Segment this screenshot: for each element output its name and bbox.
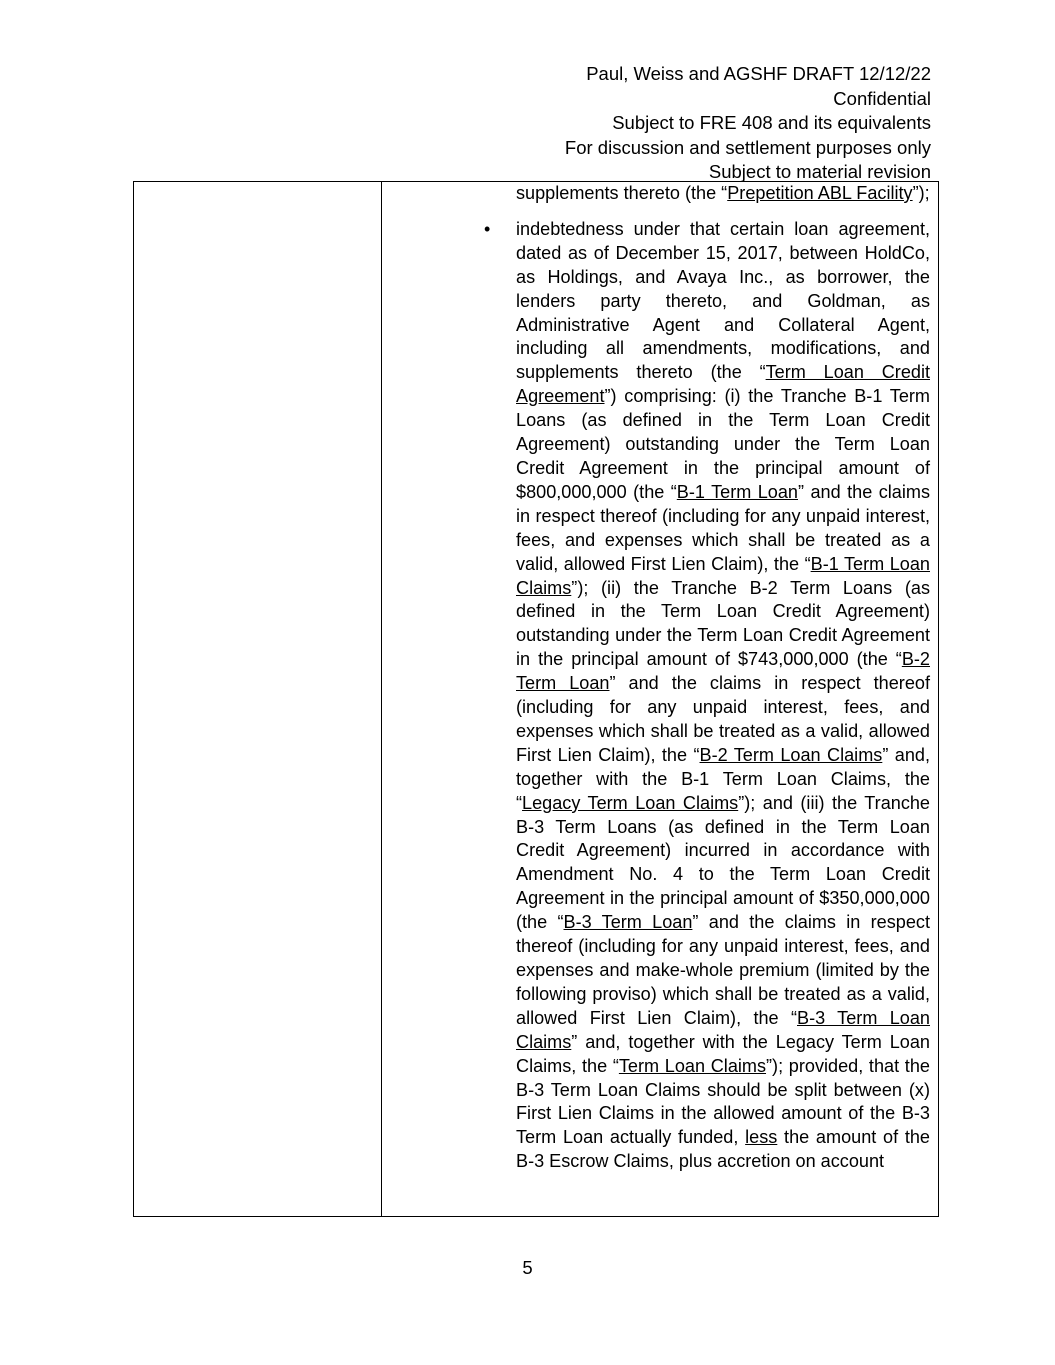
text-segment: indebtedness under that certain loan agreement, dated as of December 15, 2017, between HoldCo, as Holdings, and Avaya Inc., as borrower, the lenders party thereto, and Goldman, as Administrative Agent and Collateral Agent, including all amendments, modifications, and supplements thereto (the “	[516, 218, 930, 383]
text-segment: ” and the claims in respect thereof (including for any unpaid interest, fees, and expenses which shall be treated as a valid, allowed First Lien Claim), the “	[516, 481, 930, 574]
bullet-item	[484, 218, 930, 1174]
term-sheet-table	[133, 181, 939, 1217]
text-segment: ” and, together with the Legacy Term Loan Claims, the “	[516, 1031, 930, 1076]
defined-term: less	[745, 1127, 778, 1148]
header-line: Subject to material revision	[708, 161, 931, 183]
defined-term: Term Loan Claims	[618, 1055, 767, 1076]
defined-term: Prepetition ABL Facility	[727, 183, 913, 203]
header-line: Confidential	[833, 87, 931, 109]
header-line: Paul, Weiss and AGSHF DRAFT 12/12/22	[586, 63, 931, 84]
text-segment: ”); provided, that the B-3 Term Loan Claims should be split between (x) First Lien Claims in the allowed amount of the B-3 Term Loan actually funded,	[516, 1055, 930, 1148]
defined-term: B-2 Term Loan	[516, 649, 930, 694]
defined-term: B-1 Term Loan	[676, 481, 798, 502]
defined-term: B-1 Term Loan Claims	[516, 553, 930, 598]
defined-term: B-3 Term Loan	[563, 912, 693, 933]
defined-term: Legacy Term Loan Claims	[522, 792, 739, 813]
column-divider	[381, 182, 382, 1216]
header-line: For discussion and settlement purposes only	[564, 136, 931, 158]
text-segment: ”); (ii) the Tranche B-2 Term Loans (as defined in the Term Loan Credit Agreement) outstanding under the Term Loan Credit Agreement in the principal amount of $743,000,000 (the “	[516, 577, 930, 670]
header-line: Subject to FRE 408 and its equivalents	[612, 112, 931, 134]
bullet-icon: •	[484, 218, 491, 239]
text-segment: ”) comprising: (i) the Tranche B-1 Term Loans (as defined in the Term Loan Credit Agreement) outstanding under the Term Loan Credit Agreement in the principal amount of $800,000,000 (the “	[516, 386, 930, 502]
bullet-text	[516, 219, 930, 1171]
page-number: 5	[522, 1257, 533, 1278]
text-segment: the amount of the B-3 Escrow Claims, plus accretion on account	[516, 1127, 930, 1172]
continued-paragraph: supplements thereto (the “Prepetition ABL Facility”);	[516, 183, 930, 203]
defined-term: B-2 Term Loan Claims	[699, 744, 883, 765]
text-segment: ” and the claims in respect thereof (including for any unpaid interest, fees, and expenses and make-whole premium (limited by the following proviso) which shall be treated as a valid, allowed First Lien Claim), the “	[516, 912, 930, 1028]
table-content-cell	[484, 182, 930, 1174]
defined-term: B-3 Term Loan Claims	[516, 1007, 930, 1052]
defined-term: Term Loan Credit Agreement	[516, 362, 930, 407]
draft-header	[565, 62, 931, 185]
text-segment: ” and the claims in respect thereof (including for any unpaid interest, fees, and expenses which shall be treated as a valid, allowed First Lien Claim), the “	[516, 673, 930, 765]
text-segment: ” and, together with the B-1 Term Loan Claims, the “	[516, 744, 930, 813]
text-segment: ”); and (iii) the Tranche B-3 Term Loans (as defined in the Term Loan Credit Agreement) incurred in accordance with Amendment No. 4 to the Term Loan Credit Agreement in the principal amount of $350,000,000 (the “	[516, 792, 930, 933]
